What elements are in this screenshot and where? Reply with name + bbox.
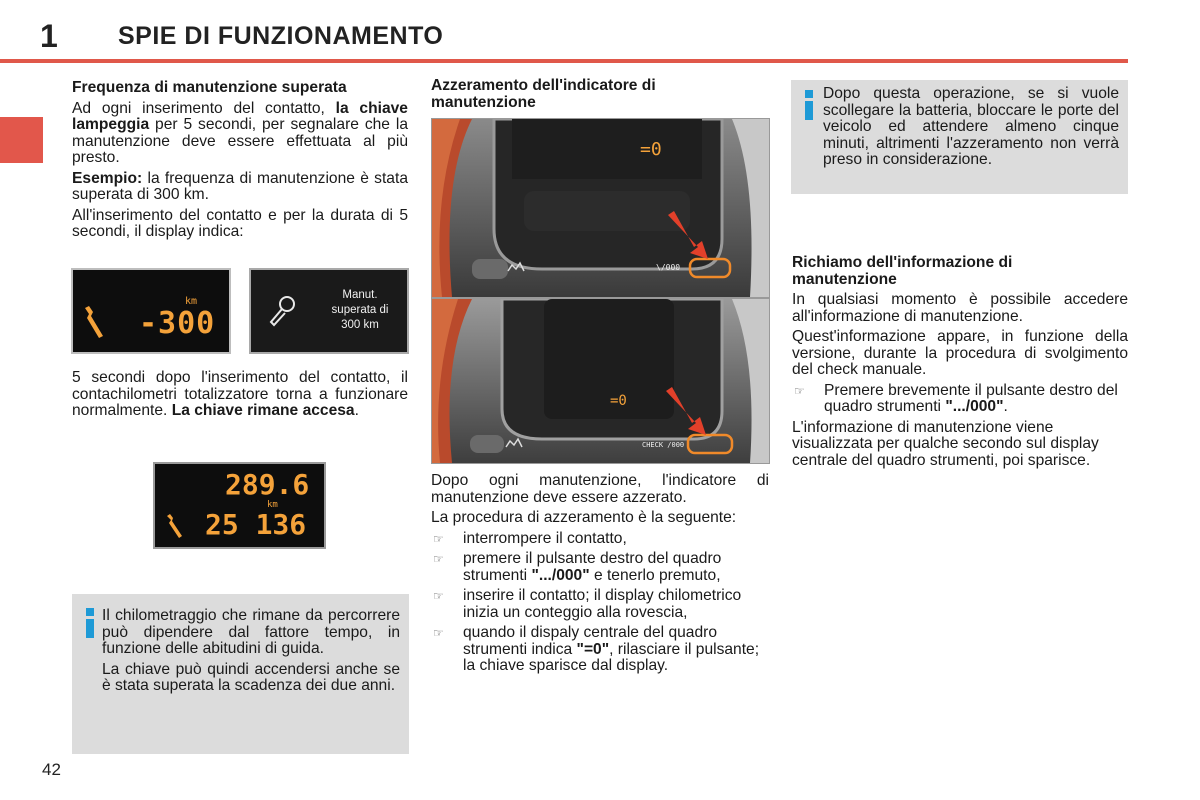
display-text-block: [315, 288, 405, 333]
hand-pointer-icon: ☞: [433, 531, 444, 546]
hand-pointer-icon: ☞: [433, 589, 444, 603]
paragraph-recall-anytime: In qualsiasi momento è possibile accedere all'informazione di manutenzione.: [792, 291, 1128, 325]
list-item: ☞ premere il pulsante destro del quadro strumenti ".../000" e tenerlo premuto,: [433, 550, 722, 584]
column-1: [72, 80, 408, 245]
display-odometer-value: 25 136: [205, 508, 307, 541]
display-unit-km: km: [185, 296, 198, 307]
display-text-line-3: 300 km: [341, 319, 379, 331]
paragraph-overdue-intro: Ad ogni inserimento del contatto, la chiave lampeggia per 5 secondi, per segnalare che la manutenzione deve essere effettuata al più presto.: [72, 99, 408, 166]
column-3-text: [792, 255, 1128, 473]
column-1-lower: [72, 370, 408, 424]
list-item: ☞ inserire il contatto; il display chilometrico inizia un conteggio alla rovescia,: [433, 587, 742, 621]
display-overdue-text: [249, 268, 409, 354]
instrument-panel-illustration: [432, 119, 769, 297]
instrument-panel-photo-1: [431, 118, 770, 298]
list-item: ☞ Premere brevemente il pulsante destro del quadro strumenti ".../000".: [794, 381, 1118, 415]
paragraph-recall-version: Quest'informazione appare, in funzione della versione, durante la procedura di svolgimento del check manuale.: [792, 328, 1128, 378]
display-text-line-2: superata di: [331, 304, 389, 316]
display-text-line-1: Manut.: [342, 289, 378, 301]
display-overdue-value: -300: [139, 306, 216, 341]
section-heading-overdue: Frequenza di manutenzione superata: [72, 79, 347, 96]
page-title: SPIE DI FUNZIONAMENTO: [118, 22, 444, 50]
list-item: ☞ quando il dispaly centrale del quadro strumenti indica "=0", rilasciare il pulsante; la chiave sparisce dal display.: [433, 624, 760, 674]
paragraph-after-5-seconds: 5 secondi dopo l'inserimento del contatto, il contachilometri totalizzatore torna a funzionare normalmente. La chiave rimane accesa.: [72, 369, 408, 419]
hand-pointer-icon: ☞: [433, 626, 444, 640]
display-odometer: [153, 462, 326, 549]
info-icon: [82, 608, 100, 638]
hand-pointer-icon: ☞: [794, 383, 805, 398]
wrench-icon: [79, 304, 109, 344]
paragraph-reset-required: Dopo ogni manutenzione, l'indicatore di manutenzione deve essere azzerato.: [431, 472, 769, 506]
photo-2-button-label: CHECK /000: [642, 441, 685, 449]
chapter-tab: [0, 117, 43, 163]
photo-1-button-label: \/000: [656, 263, 681, 272]
paragraph-display-indicates: All'inserimento del contatto e per la durata di 5 secondi, il display indica:: [72, 206, 408, 240]
column-2-heading: [431, 78, 769, 115]
section-heading-reset: Azzeramento dell'indicatore di manutenzione: [431, 77, 656, 111]
section-heading-recall: Richiamo dell'informazione di manutenzione: [792, 254, 1013, 288]
info-icon: [801, 90, 819, 120]
info-paragraph-battery: Dopo questa operazione, se si vuole scollegare la batteria, bloccare le porte del veicolo ed attendere almeno cinque minuti, altrimenti l'azzeramento non verrà preso in considerazione.: [823, 85, 1119, 168]
chapter-number: 1: [40, 18, 58, 54]
info-paragraph-1: Il chilometraggio che rimane da percorrere può dipendere dal fattore tempo, in funzione delle abitudini di guida.: [102, 607, 400, 657]
display-overdue-km: [71, 268, 231, 354]
display-odometer-unit: km: [267, 500, 278, 510]
column-2-text: [431, 473, 769, 679]
list-item: ☞ interrompere il contatto,: [433, 529, 627, 547]
hand-pointer-icon: ☞: [433, 552, 444, 566]
photo-2-display-value: =0: [610, 393, 627, 409]
instrument-panel-illustration: [432, 299, 769, 463]
wrench-icon: [265, 294, 299, 328]
page-number: 42: [42, 760, 61, 779]
paragraph-reset-procedure: La procedura di azzeramento è la seguente:: [431, 509, 737, 526]
info-box-mileage: [72, 594, 409, 754]
paragraph-example: Esempio: la frequenza di manutenzione è stata superata di 300 km.: [72, 169, 408, 203]
photo-1-display-value: =0: [640, 139, 662, 160]
wrench-icon: [163, 514, 185, 542]
info-box-battery: [791, 80, 1128, 194]
display-trip-value: 289.6: [225, 468, 310, 501]
instrument-panel-photo-2: [431, 298, 770, 464]
paragraph-recall-display: L'informazione di manutenzione viene visualizzata per qualche secondo sul display centrale del quadro strumenti, poi sparisce.: [792, 418, 1099, 469]
header-divider: [0, 59, 1128, 63]
info-paragraph-2: La chiave può quindi accendersi anche se è stata superata la scadenza dei due anni.: [102, 660, 400, 694]
